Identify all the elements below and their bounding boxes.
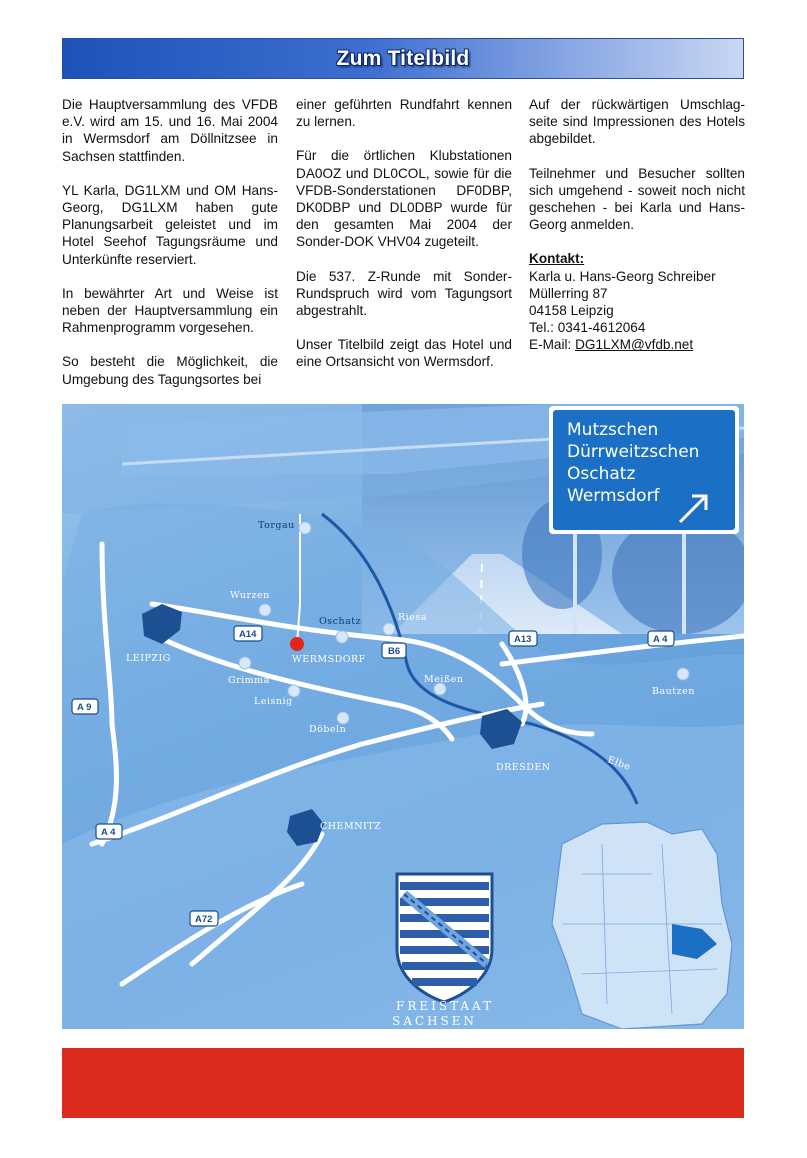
sign-line-3: Oschatz bbox=[567, 464, 636, 484]
contact-heading: Kontakt: bbox=[529, 251, 585, 267]
city-label-wermsdorf: WERMSDORF bbox=[292, 654, 366, 665]
emblem-label-line1: FREISTAAT bbox=[396, 999, 495, 1013]
emblem-label-line2: SACHSEN bbox=[392, 1014, 478, 1028]
city-label-chemnitz: CHEMNITZ bbox=[320, 821, 382, 832]
page-title: Zum Titelbild bbox=[336, 46, 470, 70]
city-label-dresden: DRESDEN bbox=[496, 762, 551, 773]
contact-phone: Tel.: 0341-4612064 bbox=[529, 320, 646, 336]
svg-text:A13: A13 bbox=[514, 634, 532, 645]
svg-text:A 4: A 4 bbox=[653, 634, 668, 645]
paragraph: Teilnehmer und Besucher sollten sich umgehend - soweit noch nicht geschehen - bei Karla und Hans-Georg anmelden. bbox=[529, 165, 745, 233]
paragraph: Unser Titelbild zeigt das Hotel und eine Ortsansicht von Wermsdorf. bbox=[296, 337, 512, 370]
saxony-coat-of-arms-icon bbox=[397, 874, 492, 1002]
svg-text:A 9: A 9 bbox=[77, 702, 92, 713]
city-label-riesa: Riesa bbox=[398, 612, 427, 623]
cover-image-map bbox=[62, 404, 744, 1029]
city-label-wurzen: Wurzen bbox=[230, 590, 270, 601]
sign-line-2: Dürrweitzschen bbox=[567, 442, 700, 462]
road-badge-a4-west bbox=[96, 824, 122, 839]
city-label-torgau: Torgau bbox=[258, 520, 295, 531]
city-label-grimma: Grimma bbox=[228, 675, 270, 686]
svg-text:A72: A72 bbox=[195, 914, 213, 925]
article-column-2 bbox=[296, 96, 512, 388]
footer-color-bar bbox=[62, 1048, 744, 1118]
road-badge-a13 bbox=[509, 631, 537, 646]
contact-email-line bbox=[529, 336, 745, 353]
city-label-doebeln: Döbeln bbox=[309, 724, 347, 735]
svg-text:B6: B6 bbox=[388, 646, 401, 657]
paragraph: einer geführten Rundfahrt kennen zu lernen. bbox=[296, 97, 512, 130]
road-badge-a4-east bbox=[648, 631, 674, 646]
contact-block bbox=[529, 250, 745, 353]
paragraph: Die 537. Z-Runde mit Sonder-Rundspruch wird vom Tagungsort abgestrahlt. bbox=[296, 268, 512, 319]
contact-city: 04158 Leipzig bbox=[529, 303, 614, 319]
road-badge-a72 bbox=[190, 911, 218, 926]
sign-line-4: Wermsdorf bbox=[567, 486, 660, 506]
wermsdorf-marker bbox=[290, 637, 304, 651]
city-label-meissen: Meißen bbox=[424, 674, 464, 685]
city-label-bautzen: Bautzen bbox=[652, 686, 695, 697]
road-badge-a14 bbox=[234, 626, 262, 641]
paragraph: In bewährter Art und Weise ist neben der Hauptversammlung ein Rahmenprogramm vorgesehen. bbox=[62, 285, 278, 336]
contact-email-label: E-Mail: bbox=[529, 337, 576, 353]
city-label-oschatz: Oschatz bbox=[319, 616, 362, 627]
title-bar bbox=[62, 38, 744, 79]
contact-street: Müllerring 87 bbox=[529, 285, 608, 301]
map-svg bbox=[62, 404, 744, 1029]
road-badge-a9 bbox=[72, 699, 98, 714]
contact-name: Karla u. Hans-Georg Schreiber bbox=[529, 268, 716, 284]
direction-sign bbox=[549, 406, 739, 534]
svg-text:A 4: A 4 bbox=[101, 827, 116, 838]
road-badge-b6 bbox=[382, 643, 406, 658]
city-label-leisnig: Leisnig bbox=[254, 696, 293, 707]
paragraph: YL Karla, DG1LXM und OM Hans-Georg, DG1LXM haben gute Planungsarbeit geleistet und im Hotel Seehof Tagungsräume und Unterkünfte reserviert. bbox=[62, 182, 278, 267]
sign-line-1: Mutzschen bbox=[567, 420, 659, 440]
article-column-1 bbox=[62, 96, 278, 405]
paragraph: So besteht die Möglichkeit, die Umgebung des Tagungsortes bei bbox=[62, 354, 278, 387]
svg-text:A14: A14 bbox=[239, 629, 257, 640]
article-column-3 bbox=[529, 96, 745, 354]
paragraph: Für die örtlichen Klubstationen DA0OZ und DL0COL, sowie für die VFDB-Sonderstationen DF0DBP, DK0DBP und DL0DBP wurde für den gesamten Mai 2004 der Sonder-DOK VHV04 zugeteilt. bbox=[296, 148, 512, 250]
river-label-elbe: Elbe bbox=[605, 754, 632, 773]
paragraph: Die Hauptversammlung des VFDB e.V. wird am 15. und 16. Mai 2004 in Wermsdorf am Döllnitzsee in Sachsen stattfinden. bbox=[62, 97, 278, 164]
paragraph: Auf der rückwärtigen Umschlag-seite sind Impressionen des Hotels abgebildet. bbox=[529, 97, 745, 147]
germany-inset-map bbox=[552, 822, 732, 1029]
sign-post bbox=[573, 534, 577, 634]
contact-email-link[interactable]: DG1LXM@vfdb.net bbox=[575, 337, 694, 353]
city-label-leipzig: LEIPZIG bbox=[126, 653, 171, 664]
